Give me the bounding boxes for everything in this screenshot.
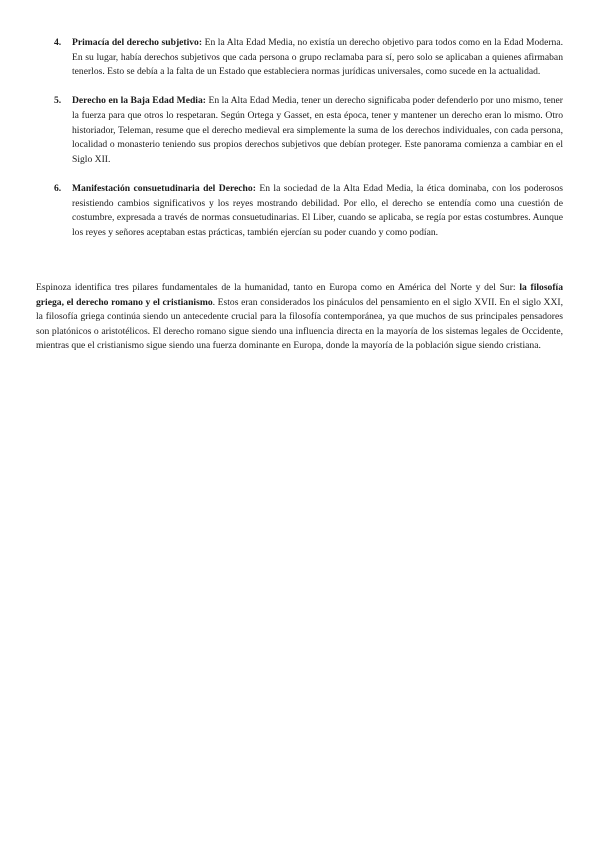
closing-emphasis: la filosofía griega, el derecho romano y el cristianismo <box>36 282 564 308</box>
item-text: En la sociedad de la Alta Edad Media, la ética dominaba, con los poderosos resistiendo cambios significativos y los reyes mostrando debilidad. Por ello, el derecho se entendía como una cuestión de costumbre, expresada a través de normas consuetudinarias. El Liber, cuando se aplicaba, se regía por estas costumbres. Aunque los reyes y señores aceptaban estas prácticas, también ejercían su poder cuando y como podían. <box>72 182 563 238</box>
closing-tail: . Estos eran considerados los pináculos del pensamiento en el siglo XVII. En el siglo XXI, la filosofía griega continúa siendo un antecedente crucial para la filosofía contemporánea, ya que muchos de sus principales pensadores son platónicos o aristotélicos. El derecho romano sigue siendo una influencia directa en la mayoría de los sistemas legales de Occidente, mientras que el cristianismo sigue siendo una fuerza dominante en Europa, donde la mayoría de la población sigue siendo cristiana. <box>36 296 563 352</box>
item-number: 6. <box>54 182 62 194</box>
numbered-list <box>54 36 563 255</box>
list-item <box>54 182 563 240</box>
item-heading: Primacía del derecho subjetivo: <box>72 37 203 48</box>
item-text: En la Alta Edad Media, tener un derecho significaba poder defenderlo por uno mismo, tener la fuerza para que otros lo respetaran. Según Ortega y Gasset, en esta época, tener y mantener un derecho eran lo mismo. Otro historiador, Teleman, resume que el derecho medieval era simplemente la suma de los derechos individuales, con cada persona, localidad o monasterio teniendo sus propios derechos subjetivos que debían proteger. Este panorama comienza a cambiar en el Siglo XII. <box>72 95 563 165</box>
item-number: 4. <box>54 37 62 48</box>
list-item <box>54 36 563 80</box>
item-number: 5. <box>54 95 62 107</box>
item-heading: Derecho en la Baja Edad Media: <box>72 95 206 107</box>
item-text: En la Alta Edad Media, no existía un derecho objetivo para todos como en la Edad Moderna. En su lugar, había derechos subjetivos que cada persona o grupo reclamaba para sí, pero solo se aplicaban a quienes afirmaban tenerlos. Esto se debía a la falta de un Estado que estableciera normas jurídicas universales, como sucede en la actualidad. <box>72 37 563 78</box>
closing-lead: Espinoza identifica tres pilares fundamentales de la humanidad, tanto en Europa como en América del Norte y del Sur: <box>36 282 520 293</box>
list-item <box>54 94 563 167</box>
item-heading: Manifestación consuetudinaria del Derecho: <box>72 182 256 194</box>
closing-paragraph <box>36 281 563 354</box>
